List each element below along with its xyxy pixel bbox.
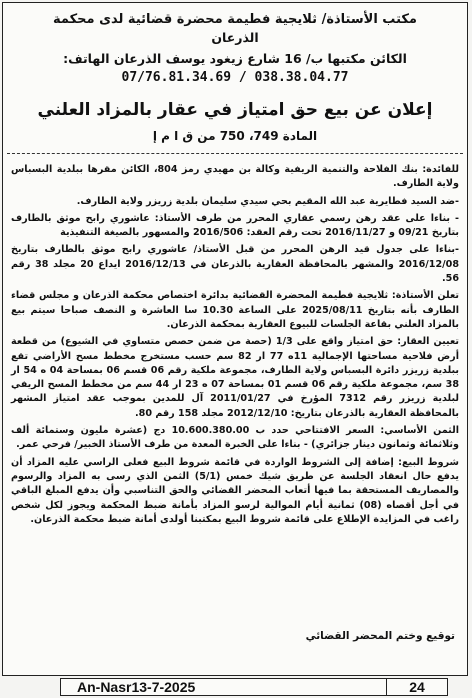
page-number: 24 <box>386 679 447 695</box>
base-price-paragraph: الثمن الأساسي: السعر الافتتاحي حدد ب 10.600.380.00 دج (عشرة مليون وستمائة ألف وثلاثمائة وثمانون دينار جزائري) - بناءا على الخبرة المعدة من طرف الأستاذ الخبير/ فرحي عمر. <box>11 425 459 451</box>
notice-subtitle: المادة 749، 750 من ق ا م إ <box>152 129 318 143</box>
beneficiary-paragraph: للفائدة: بنك الفلاحة والتنمية الريفية وكالة بن مهيدي رمز 804، الكائن مقرها ببلدية البسباس ولاية الطارف. <box>11 164 460 190</box>
office-name: مكتب الأستاذة/ ثلايجية فطيمة محضرة قضائية لدى محكمة <box>53 12 417 27</box>
property-description-paragraph: تعيين العقار: حق امتياز واقع على 1/3 (حصة من ضمن حصص متساوي في الشيوع) من قطعة أرض فلاحية مساحتها الإجمالية 11ه 77 ار 82 سم حسب مستخرج مخطط مسح الأراضي تقع ببلدية زريزر دائرة البسباس ولاية الطارف، مجموعة ملكية رقم 06 قسم 06 بمساحة 04 ه 54 ار 38 سم، مجموعة ملكية رقم 06 قسم 01 بمساحة 07 ه 23 ار 44 سم من مخطط المسح الريفي لبلدية زريزر رقم 7312 المؤرخ في 2011/01/27 آل للمدين بموجب عقد امتياز المشهر بالمحافظة العقارية بالذرعان بتاريخ: 2012/12/10 مجلد 158 رقم 80. <box>11 336 460 419</box>
divider <box>7 153 463 154</box>
office-phones: 07/76.81.34.69 / 038.38.04.77 <box>121 70 349 85</box>
auction-announcement-paragraph: تعلن الأستاذة: ثلايجية فطيمة المحضرة القضائية بدائرة اختصاص محكمة الذرعان و مجلس قضاء الطارف بأنه بتاريخ 2025/08/11 على الساعة 10.30 سا العاشرة و النصف صباحا سيتم بيع بالمزاد العلني بقاعة الجلسات للبيوع العقارية بمحكمة الذرعان. <box>11 290 459 330</box>
mortgage-deed-paragraph: - بناءا على عقد رهن رسمي عقاري المحرر من طرف الأستاذ: عاشوري رابح موثق بالطارف بتاريخ 09/21 و 2016/11/27 تحت رقم العقد: 2016/506 والمسهور بالصيغة التنفيذية <box>11 212 459 239</box>
office-city: الذرعان <box>211 30 259 45</box>
notice-title: إعلان عن بيع حق امتياز في عقار بالمزاد العلني <box>37 100 433 120</box>
signature-line: توقيع وختم المحضر القضائي <box>305 630 455 642</box>
debtor-paragraph: -ضد السيد فطايرية عبد الله المقيم بحي سيدي سليمان بلدية زريزر ولاية الطارف. <box>76 195 459 207</box>
legal-notice <box>2 2 468 676</box>
sale-conditions-paragraph: شروط البيع: إضافة إلى الشروط الواردة في قائمة شروط البيع فعلى الراسي عليه المزاد أن يدفع حال انعقاد الجلسة عن طريق شيك خمس (5/1) الثمن الذي رسى به المزاد والرسوم والمصاريف المستحقة بما فيها أتعاب المحضر القضائي والحق التناسبي وأن يدفع المبلغ الباقي في أجل أقصاه (08) ثمانية أيام الموالية لرسو المزاد بأمانة ضبط المحكمة ويجوز لكل شخص راغب في المزايدة الإطلاع على قائمة شروط البيع بمكتبنا أولدى أمانة ضبط محكمة الذرعان. <box>11 456 460 525</box>
newspaper-source: An-Nasr13-7-2025 <box>77 679 196 695</box>
lien-registration-paragraph: -بناءا على جدول قيد الرهن المحرر من قبل الأستاذ/ عاشوري رابح موثق بالطارف بتاريخ 2016/12/08 والمشهر بالمحافظة العقارية بالذرعان في 2016/12/13 ايداع 20 مجلد 38 رقم 56. <box>11 244 459 285</box>
office-address: الكائن مكتبها ب/ 16 شارع زيغود يوسف الذرعان الهاتف: <box>63 51 407 66</box>
newspaper-footer <box>60 678 448 696</box>
notice-body <box>11 163 459 530</box>
